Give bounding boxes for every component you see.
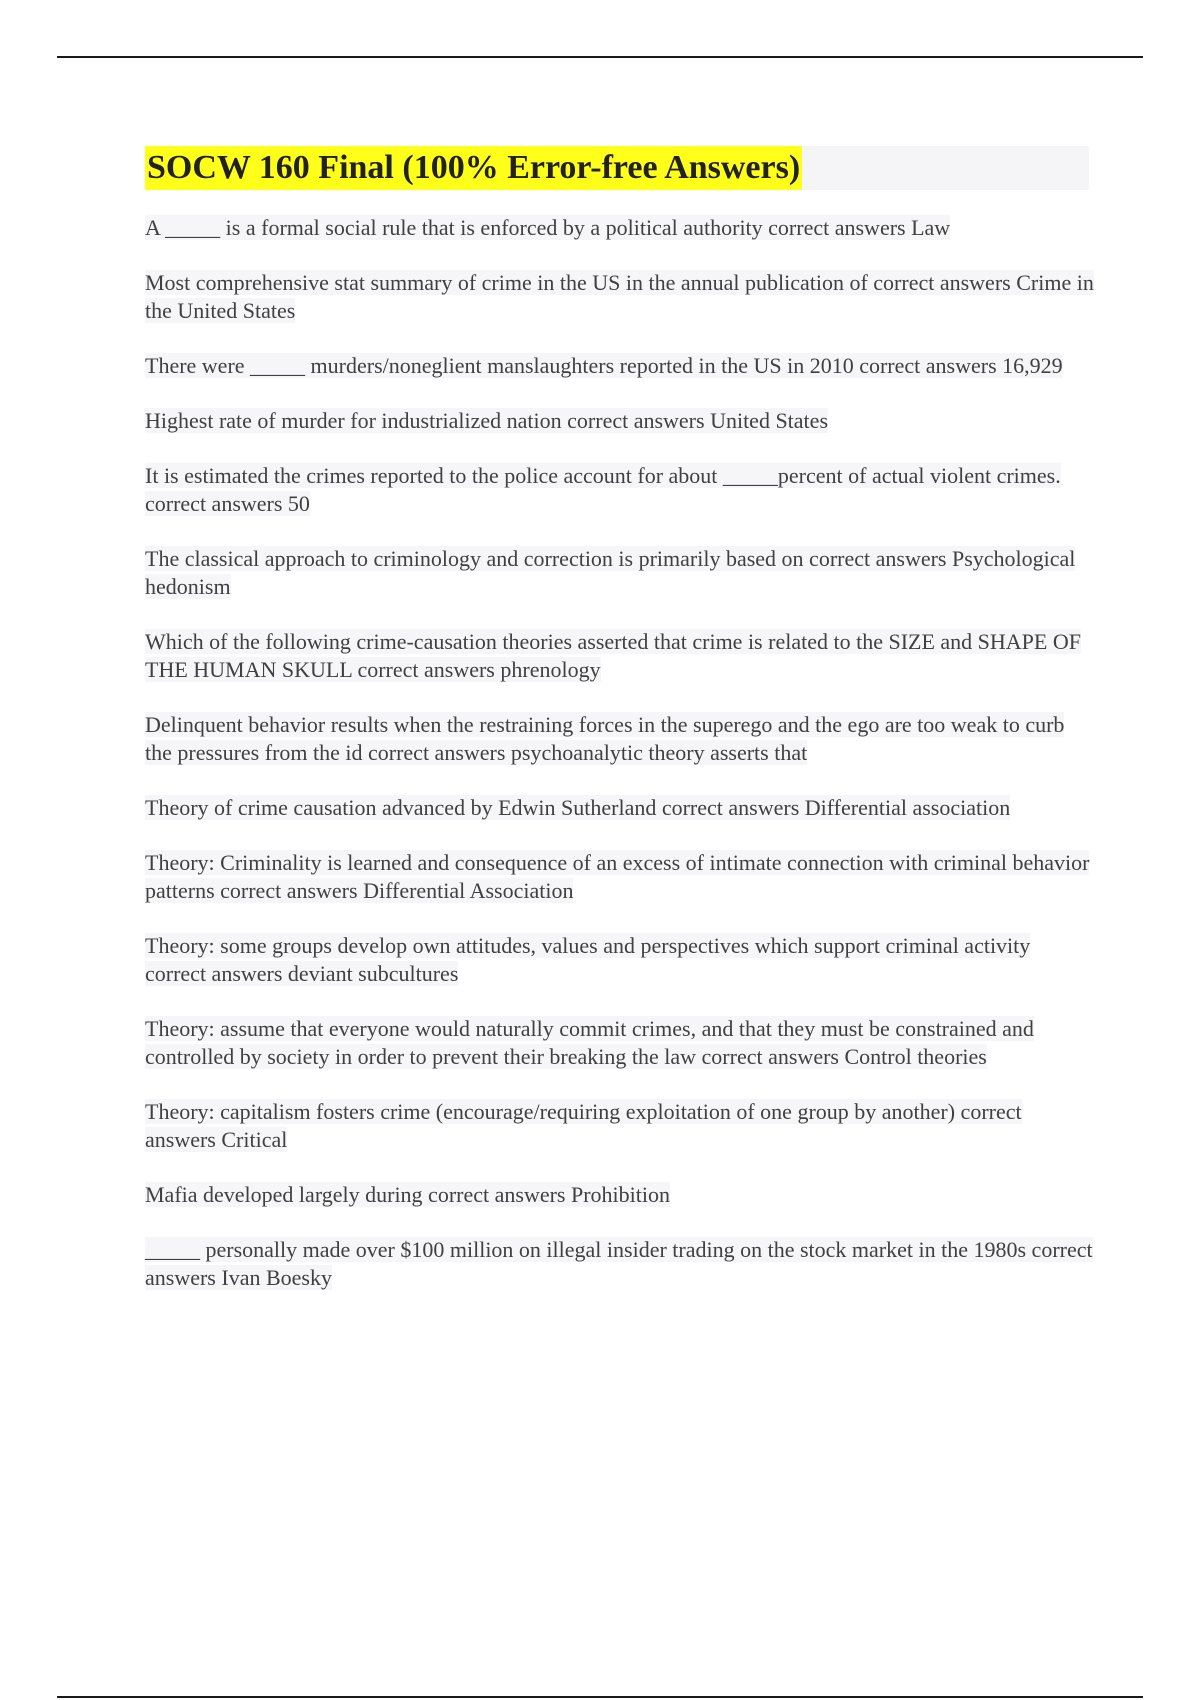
- bottom-rule: [57, 1696, 1143, 1698]
- qa-list: [145, 214, 1095, 1319]
- qa-item: There were _____ murders/noneglient manslaughters reported in the US in 2010 correct answers 16,929: [145, 353, 1063, 378]
- qa-item: Which of the following crime-causation theories asserted that crime is related to the SIZE and SHAPE OF THE HUMAN SKULL correct answers phrenology: [145, 629, 1081, 682]
- qa-item: Mafia developed largely during correct answers Prohibition: [145, 1182, 670, 1207]
- top-rule: [57, 56, 1143, 58]
- qa-item: It is estimated the crimes reported to the police account for about _____percent of actual violent crimes. correct answers 50: [145, 463, 1061, 516]
- document-title: SOCW 160 Final (100% Error-free Answers): [145, 146, 802, 190]
- qa-item: A _____ is a formal social rule that is enforced by a political authority correct answers Law: [145, 215, 951, 240]
- qa-item: _____ personally made over $100 million on illegal insider trading on the stock market in the 1980s correct answers Ivan Boesky: [145, 1237, 1093, 1290]
- qa-item: Highest rate of murder for industrialized nation correct answers United States: [145, 408, 828, 433]
- qa-item: Theory: assume that everyone would naturally commit crimes, and that they must be constrained and controlled by society in order to prevent their breaking the law correct answers Control theories: [145, 1016, 1034, 1069]
- qa-item: Theory of crime causation advanced by Edwin Sutherland correct answers Differential association: [145, 795, 1011, 820]
- qa-item: The classical approach to criminology and correction is primarily based on correct answers Psychological hedonism: [145, 546, 1076, 599]
- qa-item: Most comprehensive stat summary of crime in the US in the annual publication of correct answers Crime in the United States: [145, 270, 1094, 323]
- qa-item: Theory: capitalism fosters crime (encourage/requiring exploitation of one group by another) correct answers Critical: [145, 1099, 1022, 1152]
- qa-item: Theory: Criminality is learned and consequence of an excess of intimate connection with criminal behavior patterns correct answers Differential Association: [145, 850, 1090, 903]
- qa-item: Delinquent behavior results when the restraining forces in the superego and the ego are too weak to curb the pressures from the id correct answers psychoanalytic theory asserts that: [145, 712, 1065, 765]
- qa-item: Theory: some groups develop own attitudes, values and perspectives which support criminal activity correct answers deviant subcultures: [145, 933, 1031, 986]
